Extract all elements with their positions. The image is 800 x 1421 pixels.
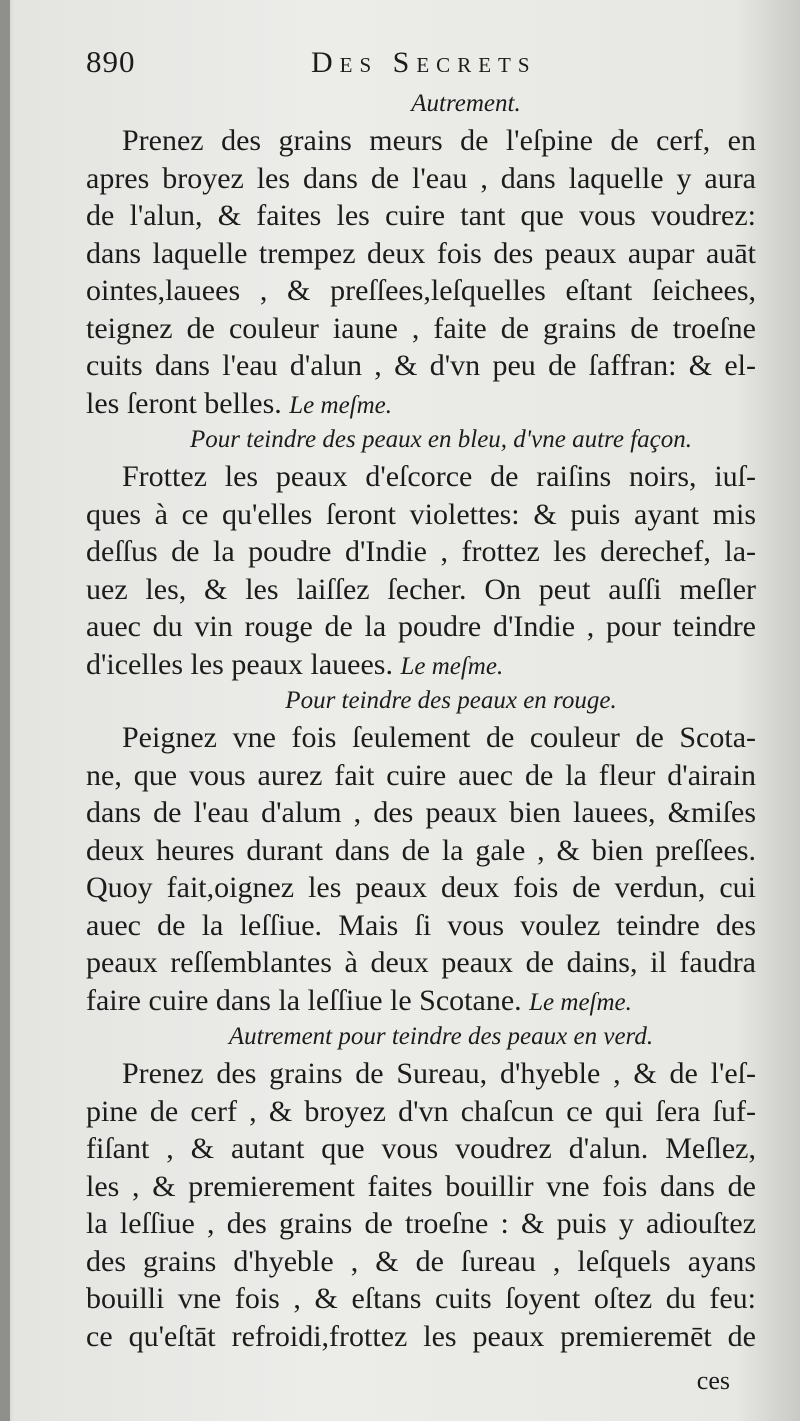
text-line: ques à ce qu'elles ſeront violettes: & puis ayant mis: [86, 497, 756, 531]
text-line-end: d'icelles les peaux lauees.: [86, 647, 393, 681]
text-line: ointes,lauees , & preſſees,leſquelles eſtant ſeichees,: [86, 274, 756, 307]
text-line: fiſant , & autant que vous voudrez d'alun. Meſlez,: [86, 1132, 756, 1165]
text-line: uez les, & les laiſſez ſecher. On peut auſſi meſler: [86, 572, 756, 606]
section-heading: Pour teindre des peaux en bleu, d'vne autre façon.: [190, 426, 692, 453]
text-line: Quoy fait,oignez les peaux deux fois de verdun, cui: [86, 871, 756, 904]
attribution: Le meſme.: [529, 988, 632, 1016]
text-line: ce qu'eſtāt refroidi,frottez les peaux premieremēt de: [86, 1319, 756, 1353]
text-line: bouilli vne fois , & eſtans cuits ſoyent oſtez du feu:: [86, 1282, 756, 1315]
text-line: les , & premierement faites bouillir vne fois dans de: [86, 1169, 756, 1203]
text-line: teignez de couleur iaune , faite de grains de troeſne: [86, 311, 756, 345]
text-line: cuits dans l'eau d'alun , & d'vn peu de ſaffran: & el-: [86, 349, 756, 382]
text-line: apres broyez les dans de l'eau , dans laquelle y aura: [86, 161, 756, 195]
section-heading: Autrement.: [411, 90, 521, 117]
text-line: deux heures durant dans de la gale , & bien preſſees.: [86, 833, 756, 867]
text-block: [86, 86, 756, 1355]
text-line-end: les ſeront belles.: [86, 386, 282, 420]
running-head: Des Secrets: [311, 46, 537, 79]
text-line: Prenez des grains de Sureau, d'hyeble , & de l'eſ-: [122, 1057, 756, 1090]
text-line: auec du vin rouge de la poudre d'Indie , pour teindre: [86, 610, 756, 643]
page-number: 890: [86, 44, 136, 79]
text-line: deſſus de la poudre d'Indie , frottez les derechef, la-: [86, 535, 756, 568]
section-heading: Pour teindre des peaux en rouge.: [285, 687, 617, 714]
text-line-end: faire cuire dans la leſſiue le Scotane.: [86, 983, 522, 1017]
attribution: Le meſme.: [289, 391, 393, 419]
section-heading: Autrement pour teindre des peaux en verd.: [228, 1023, 654, 1050]
text-line: pine de cerf , & broyez d'vn chaſcun ce qui ſera ſuf-: [86, 1094, 756, 1128]
text-line: Prenez des grains meurs de l'eſpine de cerf, en: [122, 124, 756, 157]
text-line: la leſſiue , des grains de troeſne : & puis y adiouſtez: [86, 1207, 756, 1240]
text-line: [86, 646, 756, 684]
text-line: Peignez vne fois ſeulement de couleur de Scota-: [122, 721, 756, 754]
attribution: Le meſme.: [400, 652, 504, 680]
page-header: [86, 44, 566, 84]
text-line: dans laquelle trempez deux fois des peaux aupar auāt: [86, 236, 756, 270]
text-line: ne, que vous aurez fait cuire auec de la fleur d'airain: [86, 758, 756, 792]
text-line: [86, 982, 756, 1020]
text-line: peaux reſſemblantes à deux peaux de dains, il faudra: [86, 946, 756, 979]
text-line: auec de la leſſiue. Mais ſi vous voulez teindre des: [86, 908, 756, 942]
text-line: de l'alun, & faites les cuire tant que vous voudrez:: [86, 199, 756, 232]
text-line: dans de l'eau d'alum , des peaux bien lauees, &miſes: [86, 796, 756, 829]
text-line: Frottez les peaux d'eſcorce de raiſins noirs, iuſ-: [122, 460, 756, 493]
text-line: [86, 385, 756, 423]
text-line: des grains d'hyeble , & de ſureau , leſquels ayans: [86, 1244, 756, 1278]
catchword: ces: [696, 1366, 730, 1395]
